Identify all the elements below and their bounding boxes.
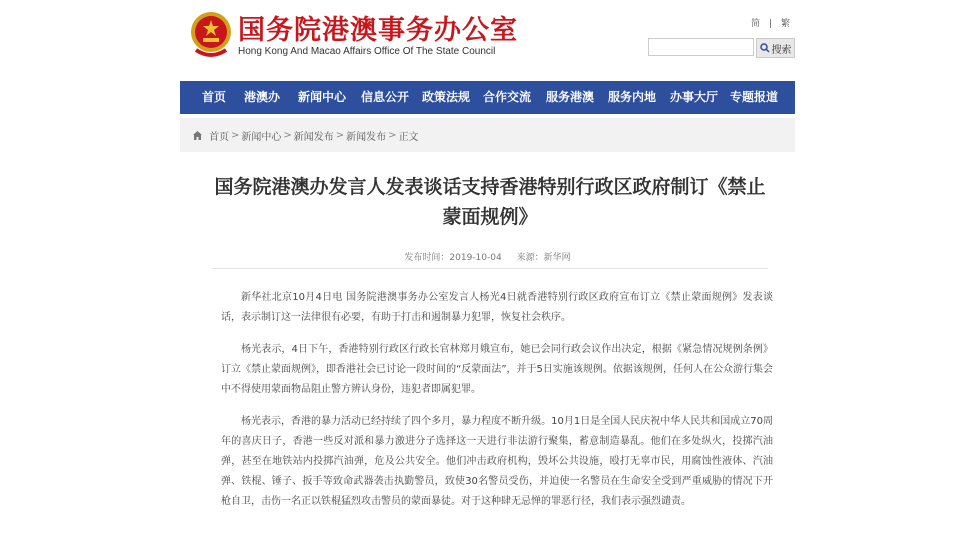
article-title: 国务院港澳办发言人发表谈话支持香港特别行政区政府制订《禁止蒙面规例》 — [214, 176, 766, 228]
search-button-label: 搜索 — [771, 44, 792, 56]
lang-traditional-link[interactable]: 繁 — [780, 19, 790, 29]
breadcrumb-news-release-2[interactable]: 新闻发布 — [346, 131, 387, 143]
breadcrumb-home[interactable]: 首页 — [209, 131, 229, 143]
nav-item-home[interactable]: 首页 — [202, 90, 227, 104]
article-meta — [180, 250, 795, 263]
nav-item-serve-hkmacao[interactable]: 服务港澳 — [546, 90, 595, 104]
nav-item-info-disclosure[interactable]: 信息公开 — [361, 90, 410, 104]
nav-item-hkmao[interactable]: 港澳办 — [244, 90, 281, 104]
breadcrumb-separator: > — [388, 129, 397, 141]
main-nav — [180, 81, 795, 114]
search-icon — [760, 43, 770, 53]
breadcrumb-separator: > — [335, 129, 345, 141]
breadcrumb-separator: > — [231, 129, 240, 141]
home-icon — [192, 130, 203, 141]
nav-item-cooperation[interactable]: 合作交流 — [483, 90, 532, 104]
publish-time: 发布时间：2019-10-04 — [404, 253, 502, 263]
breadcrumb-news-release[interactable]: 新闻发布 — [293, 131, 334, 143]
article-paragraph: 杨光表示，4日下午，香港特别行政区行政长官林郑月娥宣布，她已会同行政会议作出决定，根据《紧急情况规例条例》订立《禁止蒙面规例》，即香港社会已讨论一段时间的“反蒙面法”，并于5日实施该规例。依据该规例，任何人在公众游行集会中不得使用蒙面物品阻止警方辨认身份，违犯者即属犯罪。 — [221, 344, 773, 395]
nav-item-serve-mainland[interactable]: 服务内地 — [608, 90, 657, 104]
site-title[interactable]: 国务院港澳事务办公室 — [238, 15, 518, 46]
national-emblem-icon[interactable] — [188, 6, 234, 60]
article-paragraph: 新华社北京10月4日电 国务院港澳事务办公室发言人杨光4日就香港特别行政区政府宣布订立《禁止蒙面规例》发表谈话，表示制订这一法律很有必要，有助于打击和遏制暴力犯罪，恢复社会秩序。 — [221, 292, 773, 323]
nav-item-special-reports[interactable]: 专题报道 — [730, 90, 779, 104]
nav-item-service-hall[interactable]: 办事大厅 — [670, 90, 719, 104]
article-paragraph: 杨光表示，香港的暴力活动已经持续了四个多月，暴力程度不断升级。10月1日是全国人民庆祝中华人民共和国成立70周年的喜庆日子，香港一些反对派和暴力激进分子选择这一天进行非法游行聚集，蓄意制造暴乱。他们在多处纵火，投掷汽油弹，甚至在地铁站内投掷汽油弹，危及公共安全。他们冲击政府机构，毁坏公共设施，殴打无辜市民，用腐蚀性液体、汽油弹、铁棍、锤子、扳手等致命武器袭击执勤警员，致使30名警员受伤，并迫使一名警员在生命安全受到严重威胁的情况下开枪自卫，击伤一名正以铁棍猛烈攻击警员的蒙面暴徒。对于这种肆无忌惮的罪恶行径，我们表示强烈谴责。 — [221, 416, 773, 507]
divider — [212, 268, 768, 269]
nav-item-news-center[interactable]: 新闻中心 — [298, 90, 347, 104]
breadcrumb-current: 正文 — [398, 131, 419, 143]
site-header — [180, 0, 795, 78]
site-subtitle: Hong Kong And Macao Affairs Office Of The State Council — [238, 46, 496, 57]
lang-simplified-link[interactable]: 简 — [751, 19, 761, 29]
search-input[interactable] — [648, 38, 754, 56]
breadcrumb — [180, 118, 795, 152]
language-switch — [748, 16, 793, 29]
article-source: 来源：新华网 — [516, 253, 571, 263]
breadcrumb-news-center[interactable]: 新闻中心 — [241, 131, 282, 143]
breadcrumb-separator: > — [283, 129, 292, 141]
nav-item-policy[interactable]: 政策法规 — [422, 90, 471, 104]
article-body — [221, 288, 773, 524]
lang-separator: | — [769, 19, 773, 29]
search-button[interactable] — [756, 38, 795, 58]
